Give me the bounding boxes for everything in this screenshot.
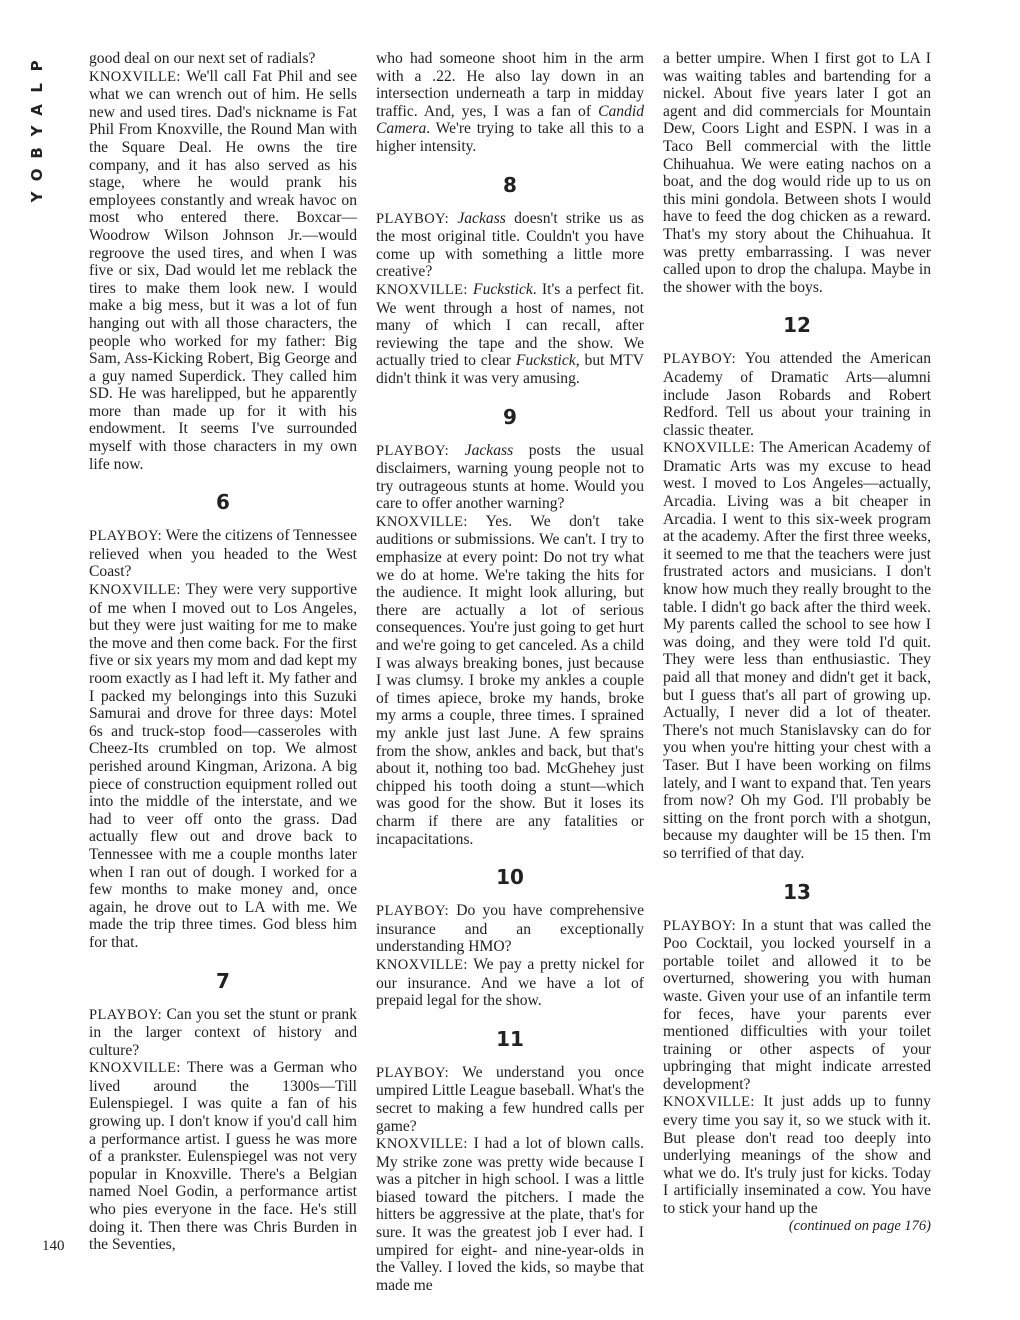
- question-paragraph: [376, 1064, 644, 1135]
- italic-title: Candid Camera: [376, 102, 644, 138]
- question-text: Were the citizens of Tennessee relieved when you headed to the West Coast?: [89, 527, 358, 581]
- magazine-title-letter: B: [28, 147, 47, 159]
- question-paragraph: [663, 350, 931, 439]
- question-paragraph: [376, 902, 644, 956]
- question-text: In a stunt that was called the Poo Cocktail, you locked yourself in a portable toilet and allowed it to be overturned, showering you with human waste. Given your use of an infantile term for feces, have your parents ever mentioned difficulties with your toilet training or other aspects of your upbringing that might indicate arrested development?: [663, 916, 931, 1093]
- answer-paragraph: [376, 956, 644, 1010]
- question-number: 10: [496, 865, 524, 890]
- question-text: Do you have comprehensive insurance and an exceptionally understanding HMO?: [376, 902, 644, 956]
- magazine-title-letter: Y: [28, 125, 47, 137]
- speaker-label: KNOXVILLE:: [663, 1094, 755, 1111]
- question-paragraph: [89, 1006, 357, 1060]
- answer-text: , but MTV didn't think it was very amusing.: [376, 352, 644, 387]
- magazine-title-letter: L: [28, 82, 47, 93]
- answer-text: The American Academy of Dramatic Arts was my excuse to head west. I moved to Los Angeles—actually, Arcadia. Living was a bit cheaper in Arcadia. I went to this six-week program at the academy. After the first three weeks, it seemed to me that the teachers were just frustrated actors and musicians. I don't know how much they really brought to the table. I didn't go back after the third week. My parents called the school to see how I was doing, and they were told I'd quit. They were less than enthusiastic. They paid all that money and didn't get it back, but I guess that's all part of growing up. Actually, I never did a lot of theater. There's not much Stanislavsky can do for you when you're hitting your chest with a Taser. But I have been working on films lately, and I want to expand that. Ten years from now? Oh my God. I'll probably be sitting on the front porch with a shotgun, because my daughter will be 15 then. I'm so terrified of that day.: [663, 439, 931, 862]
- answer-text: Yes. We don't take auditions or submissions. We can't. I try to emphasize at every point: Do not try what we do at home. We're taking the hits for the audience. It might look alluring, but there are actually a lot of serious consequences. You're just going to get hurt and we're going to get canceled. As a child I was always breaking bones, just because I was clumsy. I broke my ankles a couple of times apiece, broke my hands, broke my arms a couple, three times. I sprained my ankle just last June. A few sprains from the show, ankles and back, but that's about it, nothing too bad. McGhehey just chipped his tooth doing a stunt—which was good for the show. But it loses its charm if there are any fatalities or incapacitations.: [376, 512, 644, 848]
- article-column-2: [376, 50, 644, 1294]
- answer-text: We pay a pretty nickel for our insurance. And we have a lot of prepaid legal for the show.: [376, 955, 644, 1010]
- magazine-vertical-title: [27, 58, 49, 205]
- answer-text: They were very supportive of me when I moved out to Los Angeles, but they were just waiting for me to make the move and then come back. For the first five or six years my mom and dad kept my room exactly as I had left it. My father and I packed my belongings into this Suzuki Samurai and drove for three days: Motel 6s and truck-stop food—casseroles with Cheez-Its crumbled on top. We almost perished around Kingman, Arizona. A big piece of construction equipment rolled out into the middle of the interstate, and we had to veer off onto the grass. Dad actually flew out and drove back to Tennessee with me a couple months later when I ran out of dough. I worked for a few months to make money and, once again, he drove out to LA with me. We made the trip three times. God bless him for that.: [89, 581, 357, 951]
- magazine-title-letter: Y: [28, 191, 47, 203]
- question-paragraph: [376, 442, 644, 513]
- text-run: . We're trying to take all this to a higher intensity.: [376, 120, 644, 155]
- speaker-label: PLAYBOY:: [376, 1064, 450, 1081]
- speaker-label: KNOXVILLE:: [376, 281, 468, 298]
- speaker-label: PLAYBOY:: [663, 351, 737, 368]
- speaker-label: KNOXVILLE:: [376, 513, 468, 530]
- answer-text: We'll call Fat Phil and see what we can wrench out of him. He sells new and used tires. Dad's nickname is Fat Phil From Knoxville, the Round Man with the Square Deal. He owns the tire company, and it has also served as his stage, where he would prank his employees constantly and wreak havoc on most who entered there. Boxcar—Woodrow Wilson Johnson Jr.—would regroove the used tires, and when I was five or six, Dad would let me reblack the tires to make them look new. I would make a big mess, but it was a lot of fun hanging out with all those characters, the people who worked for my father: Big Sam, Ass-Kicking Robert, Big George and a guy named Superdick. They called him SD. He was harelipped, but he apparently more than made up for it with his endowment. It seems I've surrounded myself with those characters in my own life now.: [89, 67, 357, 473]
- question-number: 8: [503, 172, 517, 197]
- question-text: posts the usual disclaimers, warning young people not to try outrageous stunts at home. Would you care to offer another warning?: [376, 441, 644, 513]
- answer-paragraph: [376, 281, 644, 388]
- italic-title: Fuckstick: [473, 280, 533, 298]
- question-paragraph: [89, 527, 357, 581]
- magazine-title-letter: O: [28, 168, 47, 182]
- speaker-label: KNOXVILLE:: [376, 1136, 468, 1153]
- magazine-title-letter: A: [28, 103, 47, 116]
- article-column-1: [89, 50, 357, 1254]
- answer-paragraph: [663, 1093, 931, 1217]
- continued-on-page: (continued on page 176): [788, 1217, 931, 1234]
- answer-text: There was a German who lived around the 1300s—Till Eulenspiegel. I was quite a fan of his growing up. I don't know if you'd call him a performance artist. I guess he was more of a prankster. Eulenspiegel was not very popular in Knoxville. There's a Belgian named Noel Godin, a performance artist who pies everyone in the face. He's still doing it. Then there was Chris Burden in the Seventies,: [89, 1059, 357, 1254]
- speaker-label: PLAYBOY:: [663, 917, 737, 934]
- speaker-label: PLAYBOY:: [376, 210, 450, 227]
- answer-paragraph: [376, 1135, 644, 1294]
- question-number: 11: [496, 1026, 524, 1051]
- text-run: who had someone shoot him in the arm with a .22. He also lay down in an intersection underneath a tarp in midday traffic. And, yes, I was a fan of: [376, 50, 644, 120]
- paragraph: good deal on our next set of radials?: [89, 50, 316, 67]
- question-text: You attended the American Academy of Dramatic Arts—alumni include Jason Robards and Robert Redford. Tell us about your training in classic theater.: [663, 350, 931, 439]
- answer-text: It just adds up to funny every time you say it, so we stuck with it. But please don't read too deeply into underlying meanings of the show and what we do. It's truly just for kicks. Today I artificially inseminated a cow. You have to stick your hand up the: [663, 1093, 931, 1218]
- answer-text: I had a lot of blown calls. My strike zone was pretty wide because I was a pitcher in high school. I was a little biased toward the pitchers. I made the hitters be aggressive at the plate, that's for sure. It was the greatest job I ever had. I umpired for eight- and nine-year-olds in the Valley. I loved the kids, so maybe that made me: [376, 1135, 644, 1294]
- italic-title: Jackass: [464, 441, 514, 459]
- answer-paragraph: [376, 513, 644, 848]
- answer-paragraph: [663, 439, 931, 862]
- speaker-label: PLAYBOY:: [89, 528, 163, 545]
- question-number: 7: [216, 968, 230, 993]
- paragraph: [376, 50, 644, 156]
- article-column-3: [663, 50, 931, 1235]
- answer-paragraph: [89, 68, 357, 474]
- speaker-label: KNOXVILLE:: [376, 956, 468, 973]
- speaker-label: PLAYBOY:: [376, 903, 450, 920]
- answer-text: . It's a perfect fit. We went through a host of names, not many of which I can recall, after reviewing the tape and the show. We actually tried to clear: [376, 280, 644, 370]
- page-number: 140: [42, 1238, 65, 1254]
- question-number: 13: [783, 879, 811, 904]
- speaker-label: KNOXVILLE:: [89, 1060, 181, 1077]
- question-paragraph: [663, 917, 931, 1094]
- speaker-label: KNOXVILLE:: [663, 440, 755, 457]
- question-text: doesn't strike us as the most original title. Couldn't you have come up with something a little more creative?: [376, 209, 644, 281]
- question-number: 12: [783, 313, 811, 338]
- answer-paragraph: [89, 581, 357, 951]
- question-number: 9: [503, 404, 517, 429]
- paragraph: a better umpire. When I first got to LA I was waiting tables and bartending for a nickel. About five years later I got an agent and did commercials for Mountain Dew, Coors Light and ESPN. I was in a Taco Bell commercial with the little Chihuahua. We were eating nachos on a boat, and the dog would ride up to us on this mini gondola. Between shots I would have to feed the dog chicken as a reward. That's my story about the Chihuahua. It was pretty embarrassing. I was never called upon to drop the chalupa. Maybe in the shower with the boys.: [663, 50, 931, 296]
- question-text: Can you set the stunt or prank in the larger context of history and culture?: [89, 1005, 357, 1059]
- speaker-label: KNOXVILLE:: [89, 68, 181, 85]
- italic-title: Jackass: [457, 209, 506, 227]
- speaker-label: KNOXVILLE:: [89, 582, 181, 599]
- magazine-title-letter: P: [28, 60, 47, 72]
- question-text: We understand you once umpired Little League baseball. What's the secret to making a few hundred calls per game?: [376, 1063, 644, 1135]
- question-paragraph: [376, 210, 644, 281]
- speaker-label: PLAYBOY:: [376, 442, 450, 459]
- answer-paragraph: [89, 1059, 357, 1254]
- speaker-label: PLAYBOY:: [89, 1006, 163, 1023]
- italic-title: Fuckstick: [515, 352, 576, 370]
- question-number: 6: [216, 490, 230, 515]
